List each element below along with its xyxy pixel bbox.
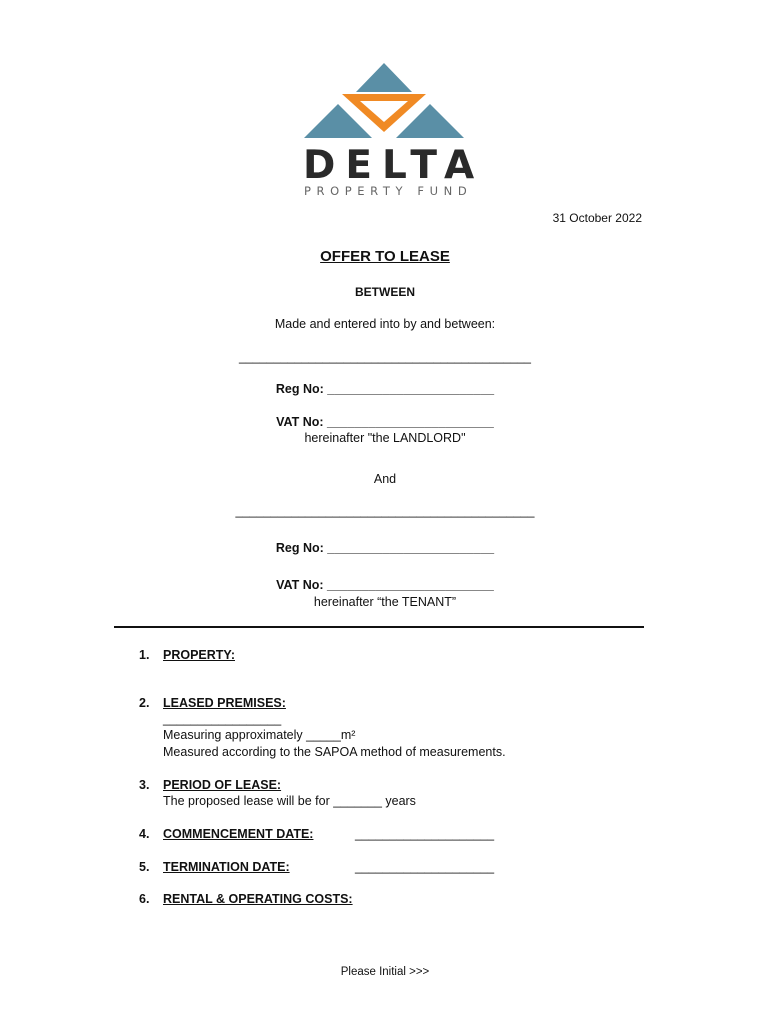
between-heading: BETWEEN: [355, 285, 415, 299]
landlord-hereinafter: hereinafter "the LANDLORD": [304, 431, 466, 445]
period-of-lease-text: The proposed lease will be for _______ years: [163, 794, 416, 808]
landlord-name-line: __________________________________________: [239, 350, 531, 364]
leased-premises-blank: _________________: [163, 712, 282, 726]
delta-logo-icon: [300, 60, 470, 142]
section-title-leased-premises: LEASED PREMISES:: [163, 696, 286, 710]
termination-date-blank: ____________________: [355, 860, 495, 874]
section-number: 1.: [139, 648, 150, 662]
leased-premises-measuring: Measuring approximately _____m²: [163, 728, 356, 742]
section-number: 5.: [139, 860, 150, 874]
landlord-reg-no: Reg No: ________________________: [275, 382, 495, 396]
leased-premises-sapoa: Measured according to the SAPOA method of measurements.: [163, 745, 506, 759]
section-title-commencement-date: COMMENCEMENT DATE:: [163, 827, 314, 841]
and-text: And: [373, 472, 397, 486]
section-number: 6.: [139, 892, 150, 906]
section-number: 2.: [139, 696, 150, 710]
tenant-reg-no: Reg No: ________________________: [275, 541, 495, 555]
landlord-vat-no: VAT No: ________________________: [276, 415, 494, 429]
section-title-rental-operating-costs: RENTAL & OPERATING COSTS:: [163, 892, 353, 906]
document-title: OFFER TO LEASE: [320, 248, 450, 265]
tenant-name-line: ___________________________________________: [235, 504, 535, 518]
section-title-property: PROPERTY:: [163, 648, 235, 662]
section-title-termination-date: TERMINATION DATE:: [163, 860, 290, 874]
tenant-hereinafter: hereinafter “the TENANT”: [313, 595, 457, 609]
footer-initial-note: Please Initial >>>: [340, 966, 430, 978]
brand-name: DELTA: [303, 143, 485, 188]
document-date: 31 October 2022: [552, 211, 642, 225]
divider: [114, 626, 644, 628]
section-number: 4.: [139, 827, 150, 841]
tenant-vat-no: VAT No: ________________________: [276, 578, 494, 592]
brand-subtitle: PROPERTY FUND: [304, 184, 473, 198]
section-title-period-of-lease: PERIOD OF LEASE:: [163, 778, 282, 792]
section-number: 3.: [139, 778, 150, 792]
commencement-date-blank: ____________________: [355, 827, 495, 841]
intro-text: Made and entered into by and between:: [274, 317, 496, 331]
